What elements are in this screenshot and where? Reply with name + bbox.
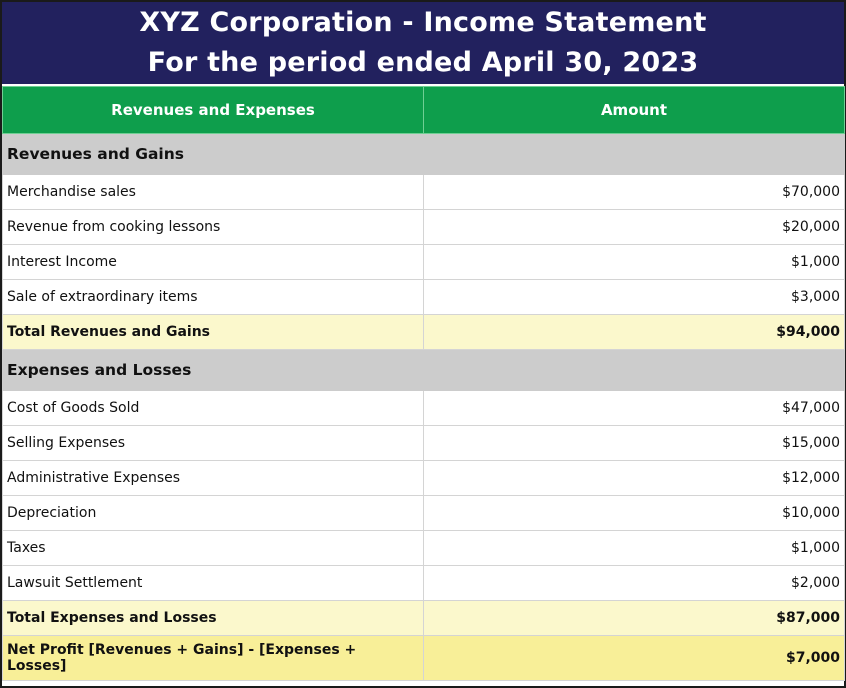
title-company: XYZ Corporation - Income Statement — [139, 7, 707, 38]
row-amount: $1,000 — [424, 245, 845, 280]
total-amount: $87,000 — [424, 601, 845, 636]
row-label: Taxes — [3, 531, 424, 566]
section-label: Expenses and Losses — [3, 350, 845, 391]
header-amount: Amount — [424, 87, 845, 134]
row-label: Lawsuit Settlement — [3, 566, 424, 601]
header-description: Revenues and Expenses — [3, 87, 424, 134]
row-label: Revenue from cooking lessons — [3, 210, 424, 245]
statement-title — [2, 2, 844, 86]
row-label: Depreciation — [3, 496, 424, 531]
total-label: Total Revenues and Gains — [3, 315, 424, 350]
title-period: For the period ended April 30, 2023 — [147, 47, 699, 78]
section-label: Revenues and Gains — [3, 134, 845, 175]
row-label: Interest Income — [3, 245, 424, 280]
row-label: Administrative Expenses — [3, 461, 424, 496]
table-row — [3, 280, 845, 315]
table-row — [3, 426, 845, 461]
table-row — [3, 531, 845, 566]
row-amount: $10,000 — [424, 496, 845, 531]
row-amount: $47,000 — [424, 391, 845, 426]
row-label: Merchandise sales — [3, 175, 424, 210]
income-table — [2, 86, 845, 681]
section-expenses — [3, 350, 845, 391]
row-label: Sale of extraordinary items — [3, 280, 424, 315]
row-amount: $3,000 — [424, 280, 845, 315]
table-row — [3, 210, 845, 245]
total-amount: $94,000 — [424, 315, 845, 350]
table-row — [3, 461, 845, 496]
row-label: Cost of Goods Sold — [3, 391, 424, 426]
table-row — [3, 496, 845, 531]
row-amount: $15,000 — [424, 426, 845, 461]
table-row — [3, 391, 845, 426]
row-amount: $1,000 — [424, 531, 845, 566]
row-amount: $20,000 — [424, 210, 845, 245]
row-label: Selling Expenses — [3, 426, 424, 461]
table-row — [3, 566, 845, 601]
table-header-row — [3, 87, 845, 134]
net-profit-label: Net Profit [Revenues + Gains] - [Expenses + Losses] — [3, 636, 424, 681]
row-amount: $12,000 — [424, 461, 845, 496]
table-row — [3, 245, 845, 280]
net-profit-row — [3, 636, 845, 681]
total-expenses-row — [3, 601, 845, 636]
row-amount: $70,000 — [424, 175, 845, 210]
total-revenues-row — [3, 315, 845, 350]
total-label: Total Expenses and Losses — [3, 601, 424, 636]
row-amount: $2,000 — [424, 566, 845, 601]
net-profit-amount: $7,000 — [424, 636, 845, 681]
table-row — [3, 175, 845, 210]
section-revenues — [3, 134, 845, 175]
